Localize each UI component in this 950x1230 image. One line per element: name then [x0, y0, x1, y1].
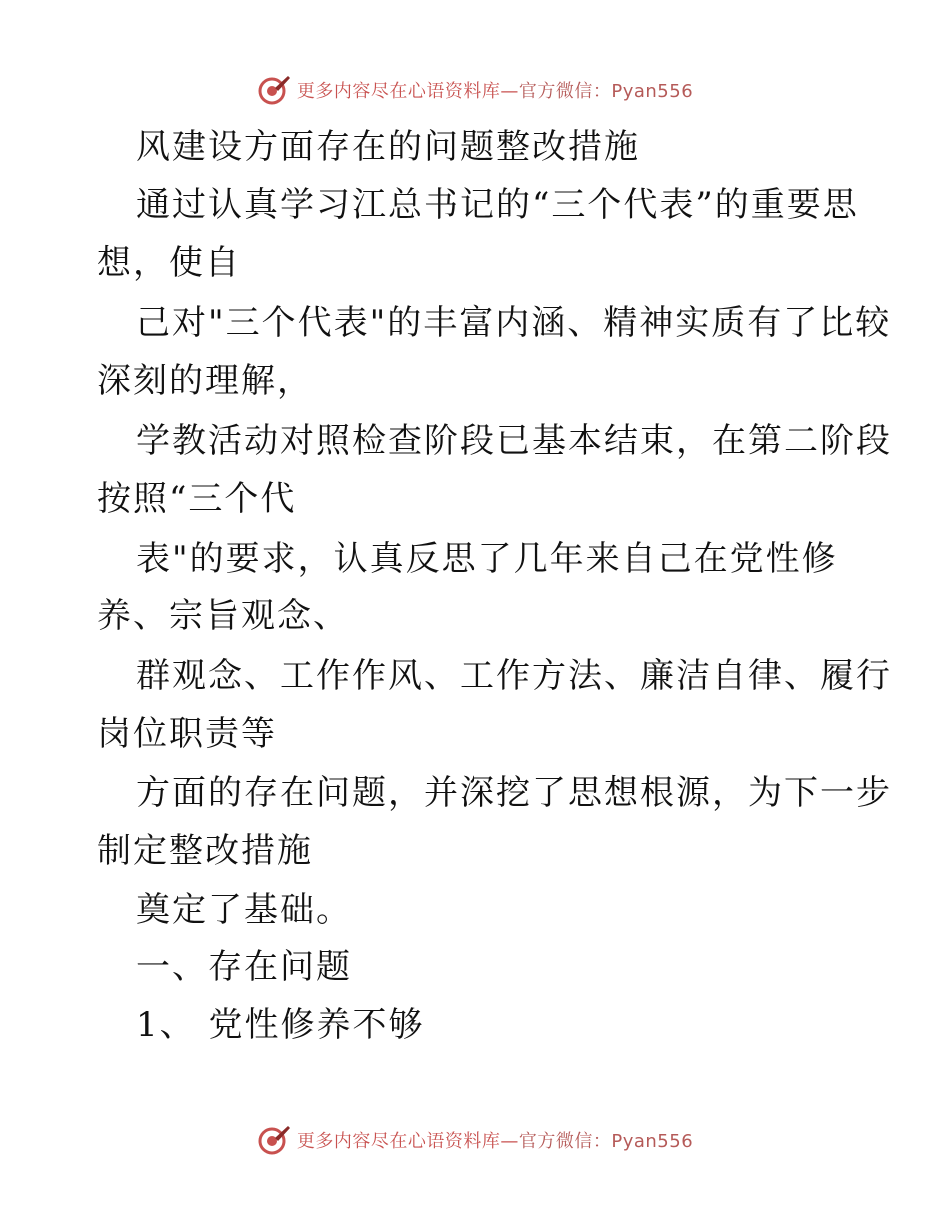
- pen-logo-icon: [257, 73, 291, 107]
- text-line: 表"的要求，认真反思了几年来自己在党性修: [136, 539, 838, 579]
- text-line: 己对"三个代表"的丰富内涵、精神实质有了比较: [136, 303, 892, 343]
- text-line: 制定整改措施: [97, 831, 313, 871]
- footer-banner-text: 更多内容尽在心语资料库—官方微信：Pyan556: [296, 1131, 694, 1152]
- pen-logo-icon: [257, 1123, 291, 1157]
- text-line: 风建设方面存在的问题整改措施: [136, 127, 640, 167]
- text-line: 群观念、工作作风、工作方法、廉洁自律、履行: [136, 656, 892, 696]
- text-line: 深刻的理解，: [97, 361, 313, 401]
- text-line: 方面的存在问题，并深挖了思想根源，为下一步: [136, 773, 892, 813]
- section-heading: 一、存在问题: [136, 947, 352, 987]
- footer-banner: [0, 1120, 950, 1160]
- text-line: 通过认真学习江总书记的“三个代表”的重要思: [136, 185, 859, 225]
- header-banner-text: 更多内容尽在心语资料库—官方微信：Pyan556: [296, 81, 694, 102]
- text-line: 奠定了基础。: [136, 890, 352, 930]
- text-line: 学教活动对照检查阶段已基本结束，在第二阶段: [136, 421, 892, 461]
- subsection-heading: 1、 党性修养不够: [136, 1005, 425, 1045]
- text-line: 想，使自: [97, 243, 241, 283]
- text-line: 养、宗旨观念、: [97, 596, 349, 636]
- header-banner: [0, 70, 950, 110]
- text-line: 岗位职责等: [97, 714, 277, 754]
- text-line: 按照“三个代: [97, 479, 297, 519]
